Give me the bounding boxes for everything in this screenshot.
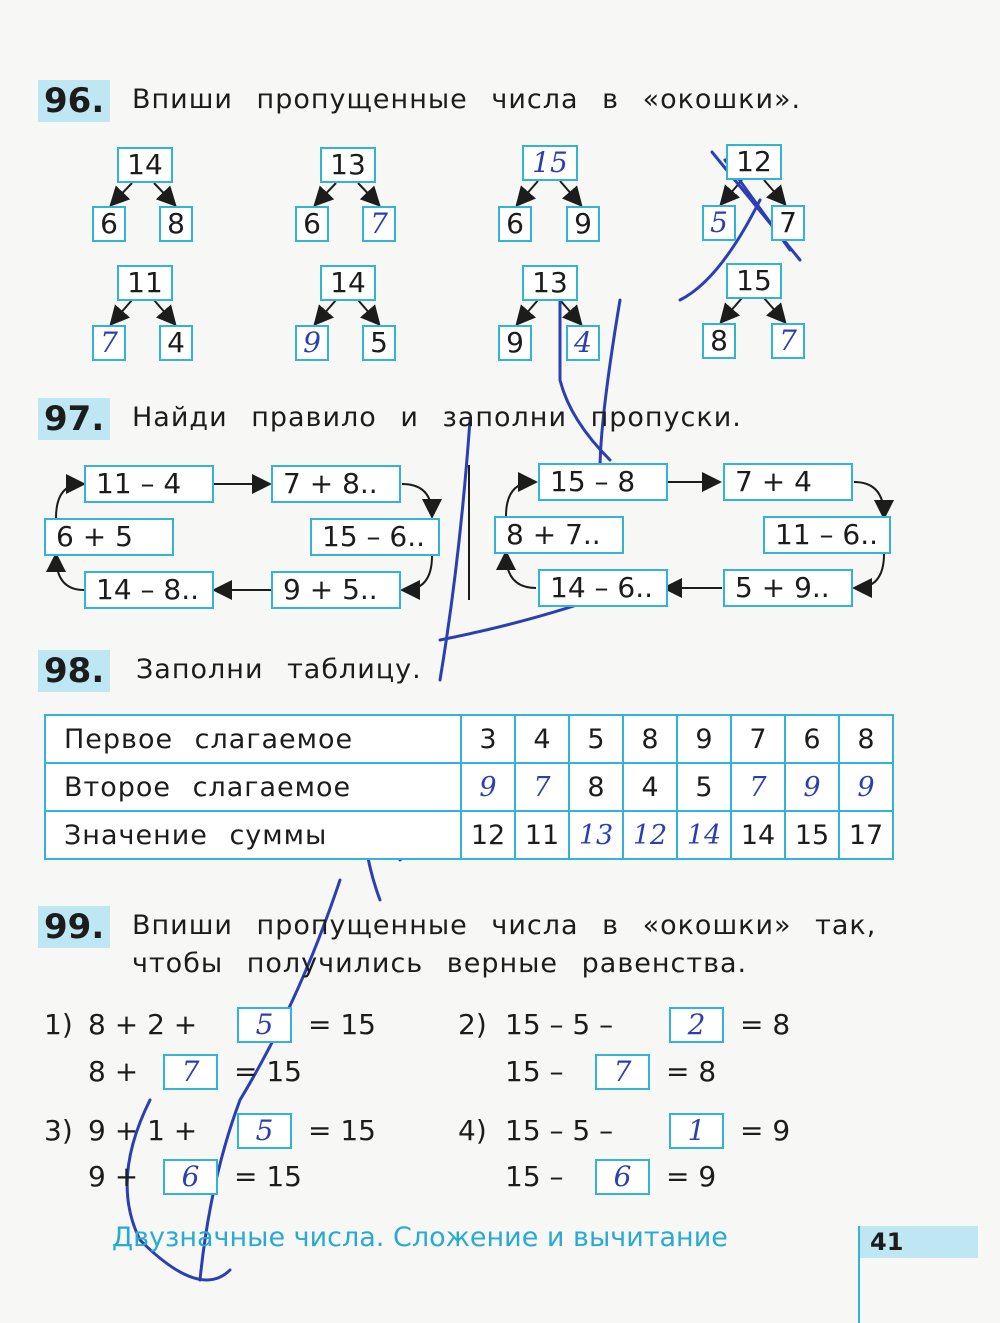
task-96-number: 96. <box>38 80 110 122</box>
sum-table <box>44 714 894 860</box>
tree-8-top: 15 <box>726 263 782 299</box>
part-2-label: 2) <box>458 1008 487 1041</box>
tree-1-right: 8 <box>159 206 193 242</box>
task-97-text: Найди правило и заполни пропуски. <box>132 402 742 433</box>
tree-7-top: 13 <box>522 265 578 301</box>
part-4-answer-a[interactable]: 1 <box>669 1113 724 1149</box>
tree-5-left-answer[interactable]: 7 <box>92 325 126 361</box>
part-4-answer-b[interactable]: 6 <box>595 1159 650 1195</box>
part-2-expr-a: 15 – 5 – <box>505 1008 614 1041</box>
tree-7-left: 9 <box>498 325 532 361</box>
section-title: Двузначные числа. Сложение и вычитание <box>112 1222 728 1253</box>
tree-4-right: 7 <box>771 205 805 241</box>
tree-3-top-answer[interactable]: 15 <box>522 145 578 181</box>
tree-2-right-answer[interactable]: 7 <box>362 206 396 242</box>
tree-6-right: 5 <box>362 325 396 361</box>
table-cell: 5 <box>677 763 731 811</box>
cycle-right-5[interactable]: 14 – 6.. <box>538 569 668 607</box>
cycle-left-4[interactable]: 9 + 5.. <box>271 571 401 609</box>
part-2-end-a: = 8 <box>740 1008 791 1041</box>
tree-6-top: 14 <box>320 265 376 301</box>
part-4-expr-a: 15 – 5 – <box>505 1114 614 1147</box>
cycle-left-1: 11 – 4 <box>84 465 214 503</box>
table-cell-answer[interactable]: 13 <box>569 811 623 859</box>
tree-8-right-answer[interactable]: 7 <box>771 323 805 359</box>
table-cell: 8 <box>623 715 677 763</box>
cycle-right-2: 7 + 4 <box>723 463 853 501</box>
part-3-answer-a[interactable]: 5 <box>237 1113 292 1149</box>
table-cell-answer[interactable]: 9 <box>461 763 515 811</box>
row-label: Значение суммы <box>45 811 461 859</box>
part-1-label: 1) <box>44 1008 73 1041</box>
cycle-left-3[interactable]: 15 – 6.. <box>310 518 440 556</box>
part-4-label: 4) <box>458 1114 487 1147</box>
tree-1-top: 14 <box>117 147 173 183</box>
table-cell: 8 <box>569 763 623 811</box>
cycle-right-3[interactable]: 11 – 6.. <box>763 516 891 554</box>
table-row-first-addend <box>45 715 893 763</box>
table-cell: 5 <box>569 715 623 763</box>
row-label: Первое слагаемое <box>45 715 461 763</box>
tree-2-top: 13 <box>320 147 376 183</box>
part-3-expr-a: 9 + 1 + <box>88 1114 198 1147</box>
table-cell: 3 <box>461 715 515 763</box>
table-row-second-addend <box>45 763 893 811</box>
task-99-text-line1: Впиши пропущенные числа в «окошки» так, <box>132 910 877 941</box>
table-cell-answer[interactable]: 7 <box>731 763 785 811</box>
task-99-text-line2: чтобы получились верные равенства. <box>132 948 748 979</box>
cycle-right-6[interactable]: 8 + 7.. <box>494 516 624 554</box>
part-2-expr-b: 15 – <box>505 1055 564 1088</box>
part-3-expr-b: 9 + <box>88 1160 139 1193</box>
part-2-answer-a[interactable]: 2 <box>669 1007 724 1043</box>
part-1-answer-a[interactable]: 5 <box>237 1007 292 1043</box>
table-cell-answer[interactable]: 12 <box>623 811 677 859</box>
tree-8-left: 8 <box>702 323 736 359</box>
tree-2-left: 6 <box>295 206 329 242</box>
tree-7-right-answer[interactable]: 4 <box>566 325 600 361</box>
task-99-number: 99. <box>38 906 110 948</box>
table-cell: 17 <box>839 811 893 859</box>
tree-4-top: 12 <box>726 144 782 180</box>
table-cell: 4 <box>515 715 569 763</box>
table-cell: 8 <box>839 715 893 763</box>
table-cell-answer[interactable]: 9 <box>839 763 893 811</box>
table-cell: 14 <box>731 811 785 859</box>
part-2-answer-b[interactable]: 7 <box>595 1054 650 1090</box>
part-1-answer-b[interactable]: 7 <box>163 1054 218 1090</box>
task-98-number: 98. <box>38 650 110 692</box>
tree-3-left: 6 <box>498 206 532 242</box>
cycle-left-6: 6 + 5 <box>44 518 174 556</box>
table-cell: 7 <box>731 715 785 763</box>
part-3-label: 3) <box>44 1114 73 1147</box>
table-cell: 11 <box>515 811 569 859</box>
table-cell-answer[interactable]: 7 <box>515 763 569 811</box>
part-2-end-b: = 8 <box>666 1055 717 1088</box>
row-label: Второе слагаемое <box>45 763 461 811</box>
tree-5-right: 4 <box>159 325 193 361</box>
tree-6-left-answer[interactable]: 9 <box>295 325 329 361</box>
part-3-end-b: = 15 <box>234 1160 302 1193</box>
part-1-expr-a: 8 + 2 + <box>88 1008 198 1041</box>
cycle-right-4[interactable]: 5 + 9.. <box>723 569 853 607</box>
tree-4-left-answer[interactable]: 5 <box>702 205 736 241</box>
task-96-text: Впиши пропущенные числа в «окошки». <box>132 84 802 115</box>
part-3-end-a: = 15 <box>308 1114 376 1147</box>
cycle-right-1: 15 – 8 <box>538 463 668 501</box>
cycle-left-2[interactable]: 7 + 8.. <box>271 465 401 503</box>
part-4-expr-b: 15 – <box>505 1160 564 1193</box>
cycle-left-5[interactable]: 14 – 8.. <box>84 571 214 609</box>
part-4-end-b: = 9 <box>666 1160 717 1193</box>
table-cell: 15 <box>785 811 839 859</box>
task-97-number: 97. <box>38 398 110 440</box>
table-cell: 4 <box>623 763 677 811</box>
table-cell: 9 <box>677 715 731 763</box>
tree-5-top: 11 <box>117 265 173 301</box>
table-row-sum <box>45 811 893 859</box>
table-cell-answer[interactable]: 14 <box>677 811 731 859</box>
table-cell: 12 <box>461 811 515 859</box>
part-1-end-a: = 15 <box>308 1008 376 1041</box>
part-1-expr-b: 8 + <box>88 1055 139 1088</box>
table-cell: 6 <box>785 715 839 763</box>
part-1-end-b: = 15 <box>234 1055 302 1088</box>
part-3-answer-b[interactable]: 6 <box>163 1159 218 1195</box>
part-4-end-a: = 9 <box>740 1114 791 1147</box>
table-cell-answer[interactable]: 9 <box>785 763 839 811</box>
task-98-text: Заполни таблицу. <box>136 654 422 685</box>
tree-3-right: 9 <box>566 206 600 242</box>
page-number: 41 <box>860 1226 978 1258</box>
tree-1-left: 6 <box>92 206 126 242</box>
